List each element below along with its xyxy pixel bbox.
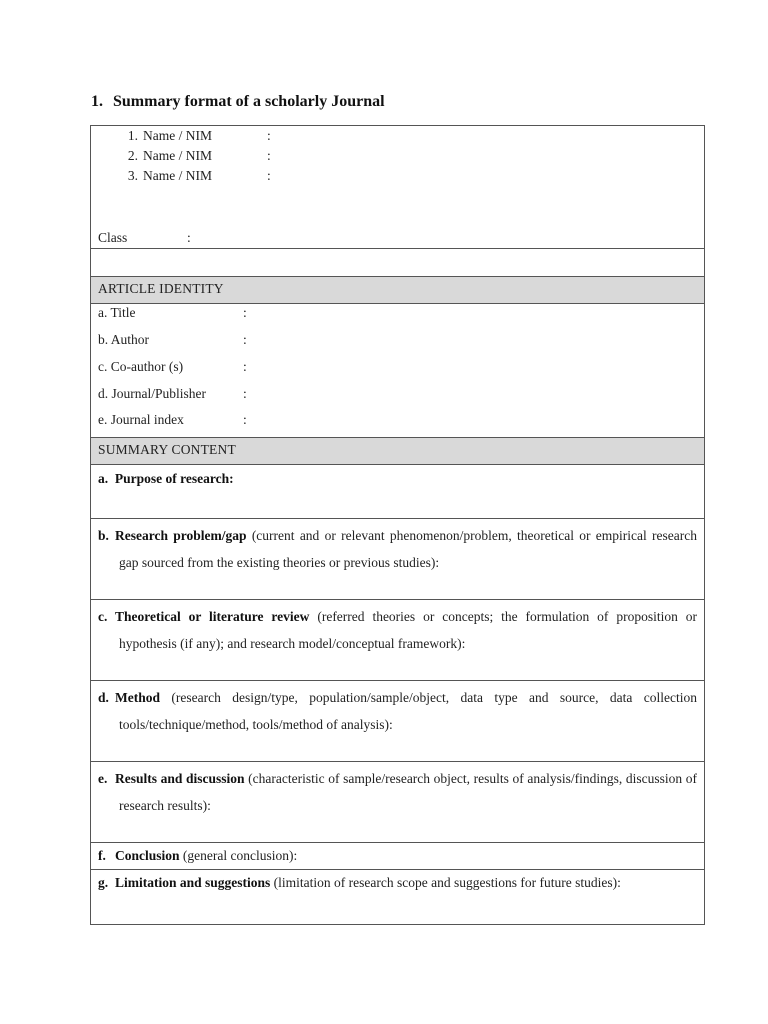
section-title: Method: [115, 690, 160, 705]
member-label: Name / NIM: [143, 148, 212, 163]
member-colon: :: [267, 168, 271, 183]
section-literature-review[interactable]: [91, 600, 704, 681]
section-purpose[interactable]: [91, 465, 704, 519]
section-text: [98, 603, 697, 657]
member-number: 2.: [127, 148, 138, 163]
section-title: Limitation and suggestions: [115, 875, 271, 890]
section-description: (current and or relevant phenomenon/problem, theoretical or empirical research gap sourced from the existing theories or previous studies):: [119, 528, 697, 570]
section-marker: a.: [98, 471, 109, 486]
section-marker: b.: [98, 528, 109, 543]
section-text: [98, 869, 697, 896]
identity-colon: :: [243, 412, 247, 427]
member-colon: :: [267, 148, 271, 163]
members-row[interactable]: [91, 126, 704, 249]
section-marker: g.: [98, 875, 109, 890]
identity-colon: :: [243, 332, 247, 347]
heading-number: 1.: [91, 93, 103, 110]
section-title: Purpose of research:: [114, 471, 234, 486]
member-colon: :: [267, 128, 271, 143]
member-number: 1.: [127, 128, 138, 143]
member-number: 3.: [127, 168, 138, 183]
section-description: (referred theories or concepts; the formulation of proposition or hypothesis (if any); and research model/conceptual framework):: [119, 609, 697, 651]
member-label: Name / NIM: [143, 128, 212, 143]
section-title: Results and discussion: [115, 771, 245, 786]
section-text: [98, 765, 697, 819]
section-results[interactable]: [91, 762, 704, 843]
class-colon: :: [187, 230, 191, 245]
summary-content-title: SUMMARY CONTENT: [98, 442, 236, 457]
article-identity-fields[interactable]: [91, 304, 704, 438]
section-title: Conclusion: [115, 848, 180, 863]
class-label: Class: [98, 230, 128, 245]
section-text: [98, 465, 697, 492]
section-description: (characteristic of sample/research object, results of analysis/findings, discussion of research results):: [119, 771, 697, 813]
article-identity-header: [91, 277, 704, 304]
section-method[interactable]: [91, 681, 704, 762]
identity-label: d. Journal/Publisher: [98, 386, 206, 401]
section-title: Theoretical or literature review: [115, 609, 310, 624]
section-research-problem[interactable]: [91, 519, 704, 600]
section-text: [98, 842, 697, 869]
section-limitation[interactable]: [91, 870, 704, 924]
section-marker: d.: [98, 690, 109, 705]
journal-summary-form: [90, 125, 705, 925]
heading-text: Summary format of a scholarly Journal: [113, 93, 385, 110]
section-text: [98, 684, 697, 738]
section-text: [98, 522, 697, 576]
section-title: Research problem/gap: [115, 528, 247, 543]
identity-label: c. Co-author (s): [98, 359, 184, 374]
identity-colon: :: [243, 305, 247, 320]
section-marker: e.: [98, 771, 108, 786]
summary-content-header: [91, 438, 704, 465]
section-conclusion[interactable]: [91, 843, 704, 870]
identity-colon: :: [243, 359, 247, 374]
blank-row: [91, 249, 704, 277]
article-identity-title: ARTICLE IDENTITY: [98, 281, 224, 296]
member-label: Name / NIM: [143, 168, 212, 183]
identity-label: a. Title: [98, 305, 136, 320]
section-description: (limitation of research scope and suggestions for future studies):: [270, 875, 621, 890]
identity-colon: :: [243, 386, 247, 401]
section-description: (general conclusion):: [179, 848, 298, 863]
page-heading: [91, 93, 385, 111]
identity-label: e. Journal index: [98, 412, 184, 427]
section-marker: f.: [98, 848, 106, 863]
identity-label: b. Author: [98, 332, 150, 347]
section-marker: c.: [98, 609, 108, 624]
section-description: (research design/type, population/sample/object, data type and source, data collection tools/technique/method, tools/method of analysis):: [119, 690, 697, 732]
